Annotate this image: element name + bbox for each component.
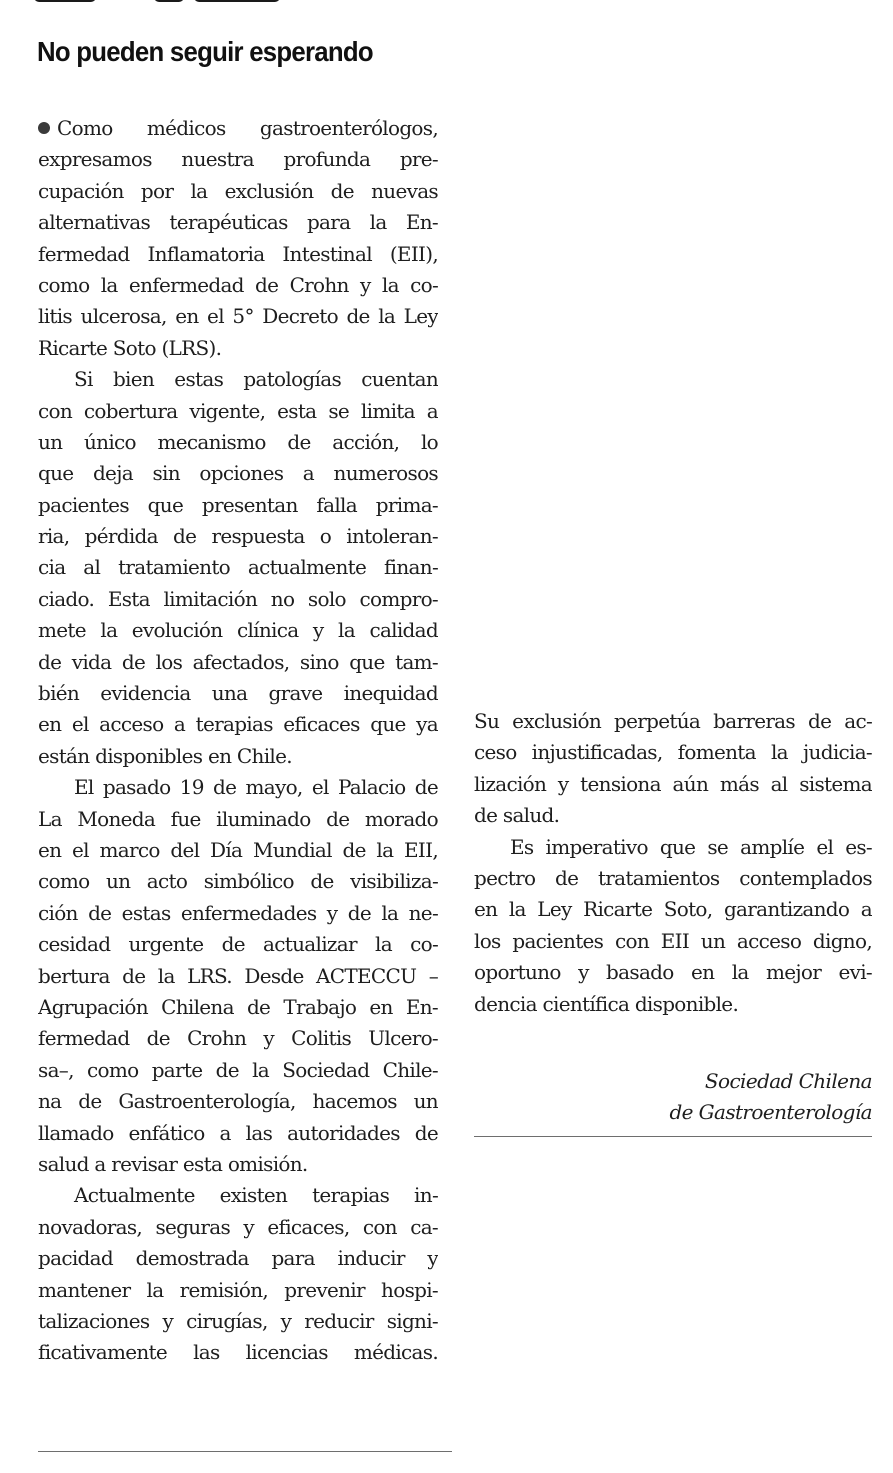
body-line: dencia científica disponible. [474,991,739,1016]
body-line: na de Gastroenterología, hacemos un [38,1089,438,1114]
body-line: Si bien estas patologías cuentan [74,367,438,392]
body-line: pacidad demostrada para inducir y [38,1246,438,1271]
body-line: Como médicos gastroenterólogos, [38,113,438,144]
body-line: mantener la remisión, prevenir hospi- [38,1277,438,1302]
body-line: ción de estas enfermedades y de la ne- [38,900,438,925]
body-line: fermedad Inflamatoria Intestinal (EII), [38,241,438,266]
body-line: cupación por la exclusión de nuevas [38,178,438,203]
body-line: alternativas terapéuticas para la En- [38,210,438,235]
body-line: El pasado 19 de mayo, el Palacio de [74,775,438,800]
body-line: oportuno y basado en la mejor evi- [474,960,872,985]
body-line: expresamos nuestra profunda pre- [38,147,438,172]
body-line: como un acto simbólico de visibiliza- [38,869,438,894]
body-line: novadoras, seguras y eficaces, con ca- [38,1214,438,1239]
body-line: en la Ley Ricarte Soto, garantizando a [474,897,872,922]
body-line: en el marco del Día Mundial de la EII, [38,838,438,863]
body-line: Agrupación Chilena de Trabajo en En- [38,994,438,1019]
body-line: ciado. Esta limitación no solo compro- [38,586,438,611]
bullet-icon [38,122,50,134]
signature [669,1066,872,1128]
body-line: de salud. [474,803,560,828]
body-line: ria, pérdida de respuesta o intoleran- [38,524,438,549]
body-line: salud a revisar esta omisión. [38,1151,308,1176]
body-line: con cobertura vigente, esta se limita a [38,398,438,423]
body-line: sa–, como parte de la Sociedad Chile- [38,1057,438,1082]
body-line: Actualmente existen terapias in- [74,1183,438,1208]
body-line: litis ulcerosa, en el 5° Decreto de la Ley [38,304,438,329]
body-line: ceso injustificadas, fomenta la judicia- [474,740,872,765]
body-line: Ricarte Soto (LRS). [38,335,222,360]
left-column-divider [38,1451,452,1452]
right-column-divider [474,1136,872,1137]
body-line: pectro de tratamientos contemplados [474,865,872,890]
signature-line-2: de Gastroenterología [669,1100,872,1124]
body-line: cesidad urgente de actualizar la co- [38,932,438,957]
body-line: talizaciones y cirugías, y reducir signi- [38,1308,438,1333]
body-line: están disponibles en Chile. [38,743,292,768]
body-line: mete la evolución clínica y la calidad [38,618,438,643]
body-line: llamado enfático a las autoridades de [38,1120,438,1145]
body-line: de vida de los afectados, sino que tam- [38,649,438,674]
article-title: No pueden seguir esperando [37,36,373,67]
body-line: ficativamente las licencias médicas. [38,1340,438,1365]
left-column [38,113,438,1369]
body-line: los pacientes con EII un acceso digno, [474,928,872,953]
body-line: cia al tratamiento actualmente finan- [38,555,438,580]
previous-article-headline-fragment [34,0,284,4]
body-line: bién evidencia una grave inequidad [38,681,438,706]
right-column [474,706,872,1020]
body-line: un único mecanismo de acción, lo [38,429,438,454]
signature-line-1: Sociedad Chilena [704,1069,872,1093]
body-line: en el acceso a terapias eficaces que ya [38,712,438,737]
body-line: que deja sin opciones a numerosos [38,461,438,486]
body-line: Su exclusión perpetúa barreras de ac- [474,709,872,733]
body-line: fermedad de Crohn y Colitis Ulcero- [38,1026,438,1051]
body-line: bertura de la LRS. Desde ACTECCU – [38,963,438,988]
body-line: La Moneda fue iluminado de morado [38,806,438,831]
body-line: como la enfermedad de Crohn y la co- [38,272,438,297]
body-line: Es imperativo que se amplíe el es- [510,834,872,859]
body-line: lización y tensiona aún más al sistema [474,771,872,796]
body-line: pacientes que presentan falla prima- [38,492,438,517]
